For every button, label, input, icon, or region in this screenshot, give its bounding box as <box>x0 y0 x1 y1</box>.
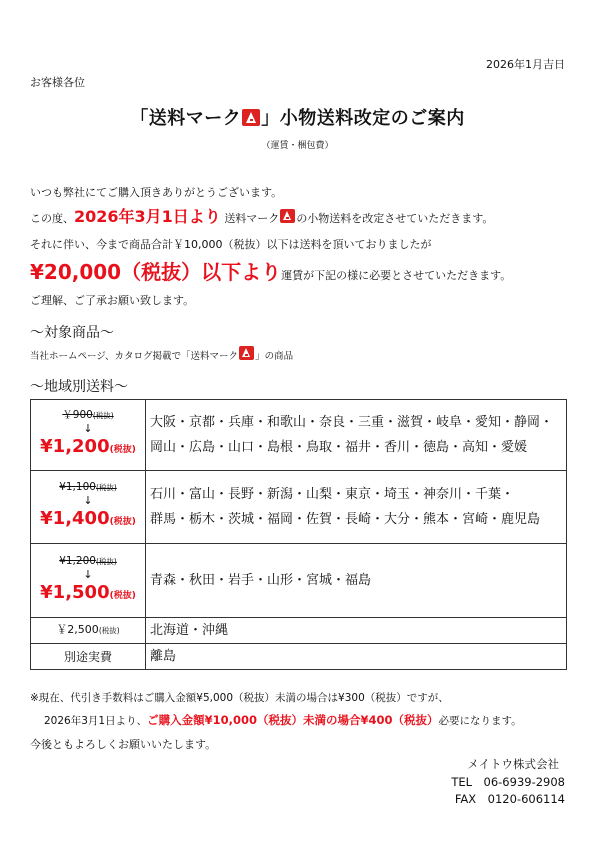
understanding-line: ご理解、ご了承お願い致します。 <box>30 294 195 307</box>
price-cell <box>31 400 146 471</box>
area-cell <box>146 471 567 544</box>
table-row <box>31 400 567 471</box>
area-line: 大阪・京都・兵庫・和歌山・奈良・三重・滋賀・岐阜・愛知・静岡・ <box>150 415 554 430</box>
cod-change-date: 2026年3月1日より、 <box>44 715 148 727</box>
area-line: 青森・秋田・岩手・山形・宮城・福島 <box>150 573 372 588</box>
document-date: 2026年1月吉日 <box>486 58 565 71</box>
page-subtitle: （運賃・梱包費） <box>261 141 334 151</box>
target-desc-prefix: 当社ホームページ、カタログ掲載で「送料マーク <box>30 351 239 362</box>
hokkaido-price: ￥2,500 <box>56 623 99 636</box>
old-price: ¥1,200(税抜) <box>59 554 117 567</box>
previous-policy-line: それに伴い、今まで商品合計￥10,000（税抜）以下は送料を頂いておりましたが <box>30 238 432 251</box>
revision-line <box>30 204 493 227</box>
table-row <box>31 544 567 618</box>
cod-change-suffix: 必要になります。 <box>438 715 522 727</box>
title-part-1: 「送料マーク <box>130 108 242 129</box>
target-description <box>30 346 293 362</box>
new-threshold-suffix: 運賃が下記の様に必要とさせていただきます。 <box>281 269 512 282</box>
page-title <box>0 104 595 130</box>
target-heading: ～対象商品～ <box>30 325 114 341</box>
table-row <box>31 471 567 544</box>
new-threshold-line <box>30 256 511 285</box>
revision-prefix: この度、 <box>30 212 74 225</box>
price-cell <box>31 471 146 544</box>
regional-heading: ～地域別送料～ <box>30 379 128 395</box>
salutation: お客様各位 <box>30 76 85 89</box>
new-price: ¥1,200(税抜) <box>40 436 136 457</box>
area-cell: 離島 <box>146 644 567 670</box>
company-fax: FAX 0120-606114 <box>454 792 565 806</box>
shipping-mark-icon <box>280 209 295 223</box>
area-line: 石川・富山・長野・新潟・山梨・東京・埼玉・神奈川・千葉・ <box>150 487 515 502</box>
area-cell <box>146 400 567 471</box>
greeting-line: いつも弊社にてご購入頂きありがとうございます。 <box>30 186 283 199</box>
area-cell <box>146 544 567 618</box>
revision-mark-label: 送料マーク <box>224 212 280 225</box>
area-line: 群馬・栃木・茨城・福岡・佐賀・長崎・大分・熊本・宮崎・鹿児島 <box>150 512 541 527</box>
company-tel: TEL 06-6939-2908 <box>451 775 565 789</box>
cod-note: ※現在、代引き手数料はご購入金額¥5,000（税抜）未満の場合は¥300（税抜）ですが、 <box>30 692 449 704</box>
arrow-down-icon: ↓ <box>83 567 93 581</box>
cod-change-line <box>44 712 522 728</box>
old-price: ¥1,100(税抜) <box>59 481 117 493</box>
area-line: 岡山・広島・山口・島根・鳥取・福井・香川・徳島・高知・愛媛 <box>150 440 528 455</box>
shipping-mark-icon <box>239 346 254 360</box>
old-price: ￥900(税抜) <box>62 409 114 421</box>
company-name: メイトウ株式会社 <box>467 757 559 771</box>
area-cell: 北海道・沖縄 <box>146 618 567 644</box>
effective-date: 2026年3月1日より <box>74 207 221 226</box>
closing-line: 今後ともよろしくお願いいたします。 <box>30 738 217 751</box>
price-cell <box>31 544 146 618</box>
cod-change-highlight: ご購入金額¥10,000（税抜）未満の場合¥400（税抜） <box>147 713 439 727</box>
regional-rate-table <box>30 399 567 670</box>
new-price: ¥1,400(税抜) <box>40 508 136 529</box>
price-cell: 別途実費 <box>31 644 146 670</box>
new-price: ¥1,500(税抜) <box>40 581 136 603</box>
revision-suffix: の小物送料を改定させていただきます。 <box>296 212 494 225</box>
target-desc-suffix: 」の商品 <box>255 351 294 362</box>
table-row <box>31 618 567 644</box>
arrow-down-icon: ↓ <box>83 494 93 507</box>
title-part-2: 」小物送料改定のご案内 <box>261 108 465 129</box>
hokkaido-tax: (税抜) <box>98 626 120 635</box>
shipping-mark-icon <box>242 109 260 126</box>
new-threshold: ¥20,000（税抜）以下より <box>30 260 282 284</box>
arrow-down-icon: ↓ <box>83 422 93 435</box>
price-cell <box>31 618 146 644</box>
table-row <box>31 644 567 670</box>
